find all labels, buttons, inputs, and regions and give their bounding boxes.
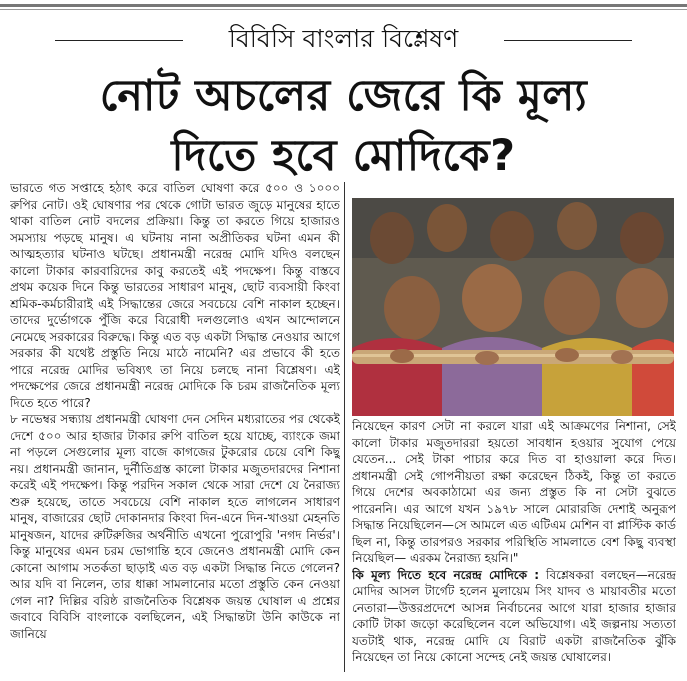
people-queue-photo: [352, 198, 674, 416]
section-text: বিশ্লেষকরা বলছেন—নরেন্দ্র মোদির আসল টার্গেট হলেন মুলায়েম সিং যাদব ও মায়াবতীর মতো নেতারা—উত্তরপ্রদেশে আসন্ন নির্বাচনের আগে যারা হাজার হাজার কোটি টাকা জড়ো করেছিলেন বলে অভিযোগ। এই জল্পনায় সত্যতা যতটাই থাক, নরেন্দ্র মোদি যে বিরাট একটা রাজনৈতিক ঝুঁকি নিয়েছেন তা নিয়ে কোনো সন্দেহ নেই জয়ন্ত ঘোষালের।: [352, 567, 676, 664]
top-border-rule: [0, 4, 687, 7]
headline-line-1: নোট অচলের জেরে কি মূল্য: [99, 71, 588, 121]
column-divider: [344, 182, 345, 672]
kicker: বিবিসি বাংলার বিশ্লেষণ: [228, 24, 459, 53]
paragraph: ৮ নভেম্বর সন্ধ্যায় প্রধানমন্ত্রী ঘোষণা দেন সেদিন মধ্যরাতের পর থেকেই দেশে ৫০০ আর হাজার টাকার রুপি বাতিল হয়ে যাচ্ছে, ব্যাংকে জমা না পড়লে সেগুলোর মূল্য বাজে কাগজের টুকরোর চেয়ে বেশি কিছু নয়। প্রধানমন্ত্রী জানান, দুর্নীতিগ্রস্ত কালো টাকার মজুতদারদের নিশানা করেই এই পদক্ষেপ। কিন্তু পরদিন সকাল থেকে সারা দেশে যে নৈরাজ্য শুরু হয়েছে, তাতে সবচেয়ে বেশি নাকাল হতে লাগলেন সাধারণ মানুষ, বাজারের ছোট দোকানদার কিংবা দিন-এনে দিন-খাওয়া মেহনতি মানুষজন, যাদের রুটিরুজির অর্থনীতি এখনো পুরোপুরি 'নগদ নির্ভর'। কিন্তু মানুষের এমন চরম ভোগান্তি হবে জেনেও প্রধানমন্ত্রী মোদি কেন কোনো আগাম সতর্কতা ছাড়াই এত বড় একটা সিদ্ধান্ত নিতে গেলেন? আর যদি বা নিলেন, তার ধাক্কা সামলানোর মতো প্রস্তুতি কেন নেওয়া গেল না? দিল্লির বরিষ্ঠ রাজনৈতিক বিশ্লেষক জয়ন্ত ঘোষাল এ প্রশ্নের জবাবে বিবিসি বাংলাকে বলছিলেন, এই সিদ্ধান্তটা উনি কাউকে না জানিয়ে: [10, 412, 340, 641]
section-lead-in: কি মূল্য দিতে হবে নরেন্দ্র মোদিকে :: [352, 567, 540, 582]
article-column-right: [352, 418, 676, 678]
top-border-rule-thin: [0, 9, 687, 10]
article-column-left: [10, 180, 340, 678]
headline: [0, 66, 687, 186]
paragraph: ভারতে গত সপ্তাহে হঠাৎ করে বাতিল ঘোষণা করে ৫০০ ও ১০০০ রুপির নোট। ওই ঘোষণার পর থেকে গোটা ভারত জুড়ে মানুষের হাতে থাকা বাতিল নোট বদলের প্রক্রিয়া। কিন্তু তা করতে গিয়ে হাজারও সমস্যায় পড়ছে মানুষ। এ ঘটনায় নানা অপ্রীতিকর ঘটনা এমন কী আত্মহত্যার ঘটনাও ঘটছে। প্রধানমন্ত্রী নরেন্দ্র মোদি যদিও বলছেন কালো টাকার কারবারিদের কাবু করতেই এই পদক্ষেপ। কিন্তু বাস্তবে প্রথম কয়েক দিনে কিন্তু ভারতের সাধারণ মানুষ, ছোট ব্যবসায়ী কিংবা শ্রমিক-কর্মচারীরাই এই সিদ্ধান্তের জেরে সবচেয়ে বেশি নাকাল হচ্ছেন। তাদের দুর্ভোগকে পুঁজি করে বিরোধী দলগুলোও এখন আন্দোলনে নেমেছে সরকারের বিরুদ্ধে। কিন্তু এত বড় একটা সিদ্ধান্ত নেওয়ার আগে সরকার কী যথেষ্ট প্রস্তুতি নিয়ে মাঠে নামেনি? এর প্রভাবে কী হতে পারে নরেন্দ্র মোদির ভবিষ্যৎ তা নিয়ে চলছে নানা বিশ্লেষণ। এই পদক্ষেপের জেরে প্রধানমন্ত্রী নরেন্দ্র মোদিকে কি চরম রাজনৈতিক মূল্য দিতে হতে পারে?: [10, 181, 340, 410]
section-paragraph: [352, 567, 676, 666]
paragraph: নিয়েছেন কারণ সেটা না করলে যারা এই আক্রমণের নিশানা, সেই কালো টাকার মজুতদাররা হয়তো সাবধান হওয়ার সুযোগ পেয়ে যেতেন... সেই টাকা পাচার করে দিত বা হাওয়ালা করে দিত। প্রধানমন্ত্রী সেই গোপনীয়তা রক্ষা করেছেন ঠিকই, কিন্তু তা করতে গিয়ে দেশের অবকাঠামো এর জন্য প্রস্তুত কি না সেটা বুঝতে পারেননি। এর আগে যখন ১৯৭৮ সালে মোরারজি দেশাই অনুরূপ সিদ্ধান্ত নিয়েছিলেন—সে আমলে এত এটিএম মেশিন বা প্লাস্টিক কার্ড ছিল না, কিন্তু তারপরও সরকার পরিস্থিতি সামলাতে বেশ কিছু ব্যবস্থা নিয়েছিল— এরকম নৈরাজ্য হয়নি।": [352, 419, 676, 565]
headline-line-2: দিতে হবে মোদিকে?: [171, 131, 516, 181]
